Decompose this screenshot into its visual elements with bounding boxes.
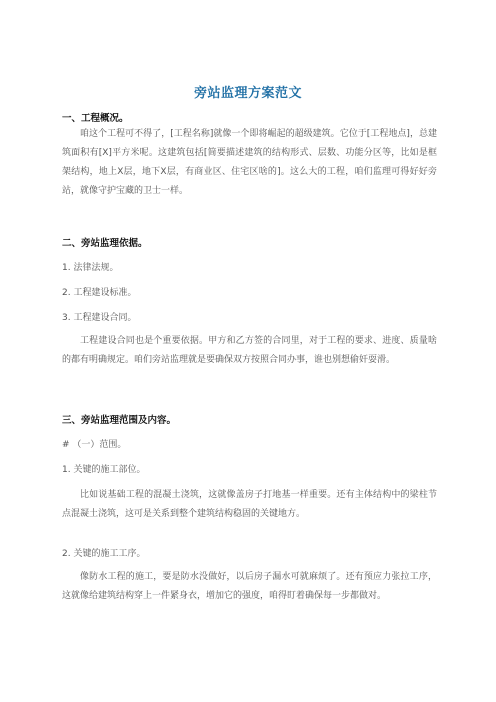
- list-item: 2. 工程建设标准。: [62, 288, 137, 298]
- section-heading-3: 三、旁站监理范围及内容。: [62, 415, 177, 426]
- list-item: # （一）范围。: [62, 440, 127, 450]
- section-2-paragraph: 工程建设合同也是个重要依据。甲方和乙方签的合同里，对于工程的要求、进度、质量啥的都有明确规定。咱们旁站监理就是要确保双方按照合同办事，谁也别想偷奸耍滑。: [62, 336, 437, 365]
- section-3-paragraph-2: 像防水工程的施工，要是防水没做好，以后房子漏水可就麻烦了。还有预应力张拉工序，这就像给建筑结构穿上一件紧身衣，增加它的强度，咱得盯着确保每一步都做对。: [62, 572, 437, 601]
- list-item: 1. 法律法规。: [62, 263, 119, 273]
- section-heading-2: 二、旁站监理依据。: [62, 238, 148, 249]
- section-heading-1: 一、工程概况。: [62, 113, 129, 124]
- section-3-paragraph-1: 比如说基础工程的混凝土浇筑，这就像盖房子打地基一样重要。还有主体结构中的梁柱节点混凝土浇筑，这可是关系到整个建筑结构稳固的关键地方。: [62, 490, 437, 519]
- list-item: 2. 关键的施工工序。: [62, 549, 146, 559]
- document-title: 旁站监理方案范文: [193, 86, 302, 101]
- list-item: 3. 工程建设合同。: [62, 313, 137, 323]
- section-1-paragraph: 咱这个工程可不得了，[工程名称]就像一个即将崛起的超级建筑。它位于[工程地点]，总建筑面积有[X]平方米呢。这建筑包括[简要描述建筑的结构形式、层数、功能分区等，比如是框架结构，地上X层，地下X层，有商业区、住宅区啥的]。这么大的工程，咱们监理可得好好旁站，就像守护宝藏的卫士一样。: [62, 129, 437, 196]
- list-item: 1. 关键的施工部位。: [62, 465, 146, 475]
